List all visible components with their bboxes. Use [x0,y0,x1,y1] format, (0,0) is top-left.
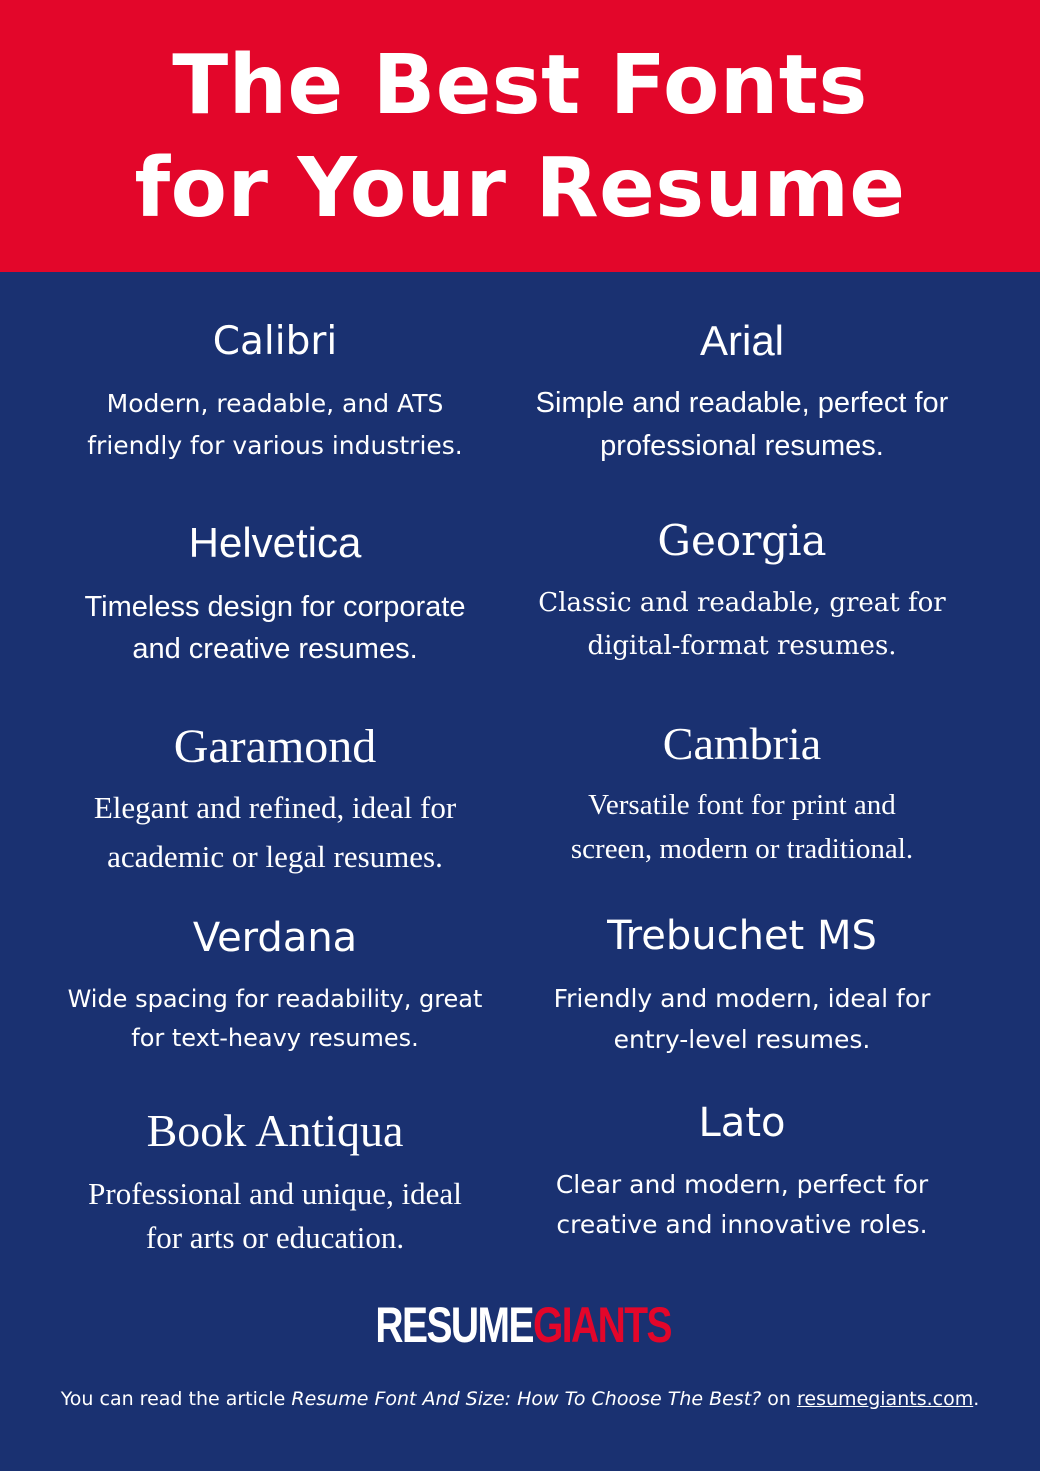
font-card-georgia [512,516,972,668]
footer-note [0,1388,1040,1410]
font-name: Georgia [657,516,827,565]
font-name: Verdana [192,915,358,961]
desc-line: Modern, readable, and ATS [106,389,444,418]
font-description [40,1172,510,1260]
desc-line: academic or legal resumes. [107,839,443,874]
logo-part-giants: GIANTS [532,1297,671,1353]
logo-part-resume: RESUME [375,1297,533,1353]
footer-link[interactable]: resumegiants.com [797,1388,974,1410]
page-title-line-2: for Your Resume [134,141,906,236]
desc-line: friendly for various industries. [87,431,463,460]
font-name: Trebuchet MS [607,913,877,959]
footer-suffix: . [973,1388,980,1410]
desc-line: Clear and modern, perfect for [555,1170,929,1199]
desc-line: screen, modern or traditional. [570,833,914,865]
font-description [40,383,510,467]
font-card-garamond [40,720,510,881]
desc-line: entry-level resumes. [613,1025,871,1054]
font-description [40,783,510,881]
font-name: Garamond [173,720,377,773]
footer-middle: on [761,1388,797,1410]
font-name: Book Antiqua [146,1105,404,1156]
desc-line: Elegant and refined, ideal for [93,790,457,825]
desc-line: digital-format resumes. [587,631,897,661]
font-card-arial [512,317,972,468]
font-card-helvetica [40,519,510,670]
font-description [512,382,972,468]
desc-line: for arts or education. [145,1220,405,1255]
footer-prefix: You can read the article [60,1388,292,1410]
desc-line: Friendly and modern, ideal for [553,984,931,1013]
font-description [40,586,510,670]
footer-article-title: Resume Font And Size: How To Choose The Best? [291,1388,762,1410]
font-name: Cambria [662,718,822,769]
desc-line: Timeless design for corporate [84,591,466,623]
font-card-cambria [512,718,972,871]
desc-line: Professional and unique, ideal [88,1176,462,1211]
font-name: Lato [698,1100,786,1146]
desc-line: and creative resumes. [132,633,418,665]
resume-giants-logo [0,1297,1040,1353]
header-banner [0,0,1040,272]
font-card-lato [512,1100,972,1245]
font-card-book-antiqua [40,1105,510,1260]
desc-line: Simple and readable, perfect for [535,387,949,419]
page-title-line-1: The Best Fonts [172,38,868,133]
font-description [512,783,972,871]
font-name: Helvetica [188,519,362,566]
font-name: Arial [699,317,785,364]
font-description [512,582,972,668]
desc-line: Classic and readable, great for [538,588,946,618]
font-description [40,980,510,1058]
font-description [512,978,972,1060]
font-card-calibri [40,319,510,467]
font-description [512,1165,972,1245]
font-card-trebuchet-ms [512,913,972,1060]
desc-line: creative and innovative roles. [556,1210,928,1239]
desc-line: Wide spacing for readability, great [67,985,483,1013]
desc-line: professional resumes. [600,430,884,462]
desc-line: Versatile font for print and [588,789,896,821]
desc-line: for text-heavy resumes. [131,1024,419,1052]
font-name: Calibri [212,319,338,364]
font-card-verdana [40,915,510,1058]
